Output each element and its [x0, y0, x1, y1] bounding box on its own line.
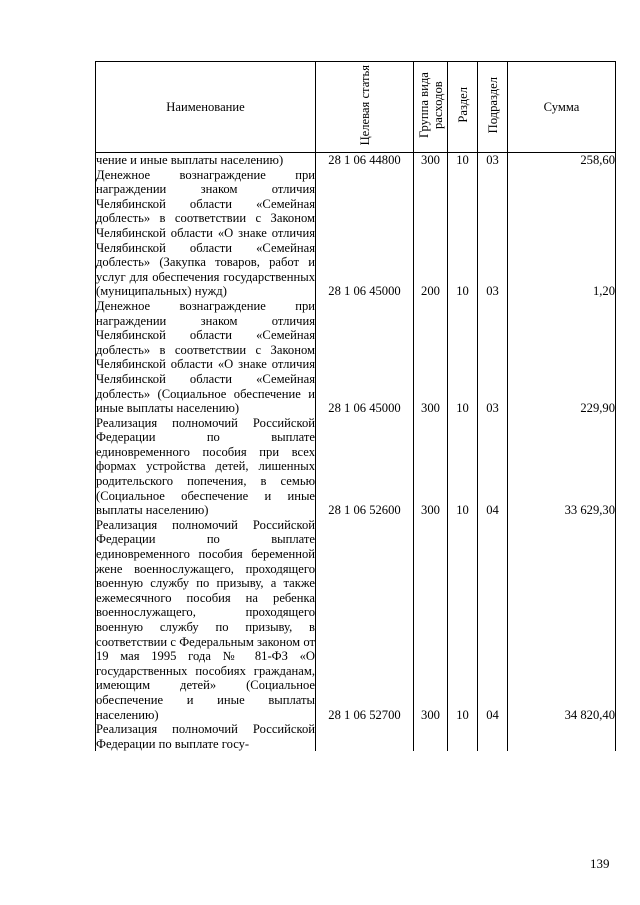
budget-table — [95, 61, 616, 751]
row-subsection: 03 — [478, 168, 508, 299]
row-target: 28 1 06 45000 — [316, 299, 414, 416]
row-name: Реализация полномочий Российской Федерации по выплате единовременного пособия беременной жене военнослужащего, проходящего военную службу по призыву, а также ежемесячного пособия на ребенка военнослужащего, проходящего военную службу по призыву, в соответствии с Федеральным законом от 19 мая 1995 года № 81-ФЗ «О государственных пособиях гражданам, имеющим детей» (Социальное обеспечение и иные выплаты населению) — [96, 517, 315, 722]
row-subsection: 04 — [478, 518, 508, 722]
header-name: Наименование — [96, 62, 316, 153]
row-section: 10 — [448, 299, 478, 416]
row-subsection: 03 — [478, 299, 508, 416]
row-section — [448, 722, 478, 751]
row-target: 28 1 06 45000 — [316, 168, 414, 299]
row-group — [414, 722, 448, 751]
row-sum: 33 629,30 — [508, 416, 616, 518]
table-row — [96, 722, 616, 751]
header-expense-group: Группа вида расходов — [414, 62, 448, 153]
row-group: 300 — [414, 416, 448, 518]
header-subsection: Подраздел — [478, 62, 508, 153]
header-section: Раздел — [448, 62, 478, 153]
row-target — [316, 722, 414, 751]
row-sum: 1,20 — [508, 168, 616, 299]
table-row — [96, 152, 616, 168]
row-group: 200 — [414, 168, 448, 299]
row-sum: 258,60 — [508, 152, 616, 168]
page-number: 139 — [590, 856, 610, 871]
row-name: Денежное вознаграждение при награждении знаком отличия Челябинской области «Семейная доблесть» в соответствии с Законом Челябинской области «О знаке отличия Челябинской области «Семейная доблесть» (Социальное обеспечение и иные выплаты населению) — [96, 298, 315, 416]
row-group: 300 — [414, 299, 448, 416]
row-section: 10 — [448, 152, 478, 168]
row-name: чение и иные выплаты населению) — [96, 152, 316, 168]
row-name: Денежное вознаграждение при награждении знаком отличия Челябинской области «Семейная доблесть» в соответствии с Законом Челябинской области «О знаке отличия Челябинской области «Семейная доблесть» (Закупка товаров, работ и услуг для обеспечения государственных (муниципальных) нужд) — [96, 167, 315, 299]
row-sum: 229,90 — [508, 299, 616, 416]
row-section: 10 — [448, 168, 478, 299]
row-section: 10 — [448, 518, 478, 722]
table-row — [96, 299, 616, 416]
row-subsection: 04 — [478, 416, 508, 518]
row-group: 300 — [414, 518, 448, 722]
row-target: 28 1 06 52700 — [316, 518, 414, 722]
row-sum: 34 820,40 — [508, 518, 616, 722]
row-group: 300 — [414, 152, 448, 168]
row-subsection — [478, 722, 508, 751]
table-row — [96, 518, 616, 722]
row-section: 10 — [448, 416, 478, 518]
row-sum — [508, 722, 616, 751]
row-subsection: 03 — [478, 152, 508, 168]
row-target: 28 1 06 44800 — [316, 152, 414, 168]
table-row — [96, 416, 616, 518]
table-row — [96, 168, 616, 299]
row-name: Реализация полномочий Российской Федерации по выплате госу- — [96, 722, 315, 751]
table-header-row — [96, 62, 616, 153]
header-target: Целевая статья — [316, 62, 414, 153]
row-name: Реализация полномочий Российской Федерации по выплате единовременного пособия при всех формах устройства детей, лишенных родительского попечения, в семью (Социальное обеспечение и иные выплаты населению) — [96, 415, 315, 518]
row-target: 28 1 06 52600 — [316, 416, 414, 518]
header-sum: Сумма — [508, 62, 616, 153]
